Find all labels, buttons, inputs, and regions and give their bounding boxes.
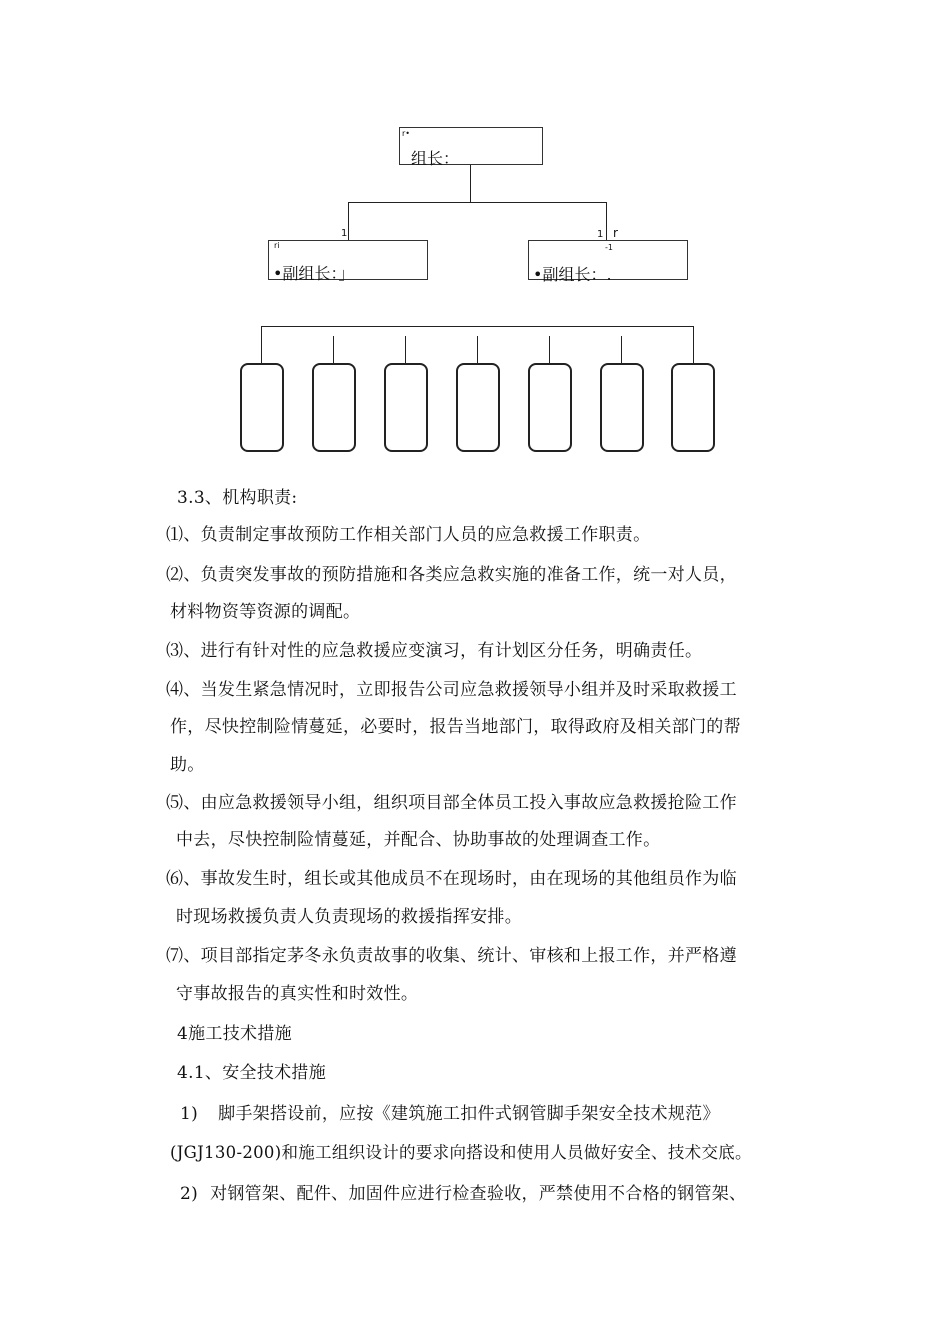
item-text: 对钢管架、配件、加固件应进行检查验收，严禁使用不合格的钢管架、	[210, 1184, 747, 1204]
item-text: 脚手架搭设前，应按《建筑施工扣件式钢管脚手架安全技术规范》	[218, 1104, 720, 1124]
deputy-left-label: •副组长：」	[273, 264, 355, 283]
item-num: ⑺	[166, 946, 184, 966]
deputy-right-num: 1	[597, 229, 604, 240]
section-4-1-heading: 4.1、安全技术措施	[177, 1063, 327, 1083]
leader-mark: r•	[402, 129, 411, 138]
item-num: ⑸	[166, 793, 184, 813]
connector	[621, 336, 622, 363]
tech-item-1-cont: (JGJ130-200)和施工组织设计的要求向搭设和使用人员做好安全、技术交底。	[170, 1143, 752, 1162]
connector	[606, 202, 607, 240]
connector	[549, 336, 550, 363]
deputy-left-box	[268, 240, 428, 283]
org-chart	[0, 0, 950, 470]
item-text: 、负责制定事故预防工作相关部门人员的应急救援工作职责。	[183, 525, 651, 545]
connector	[477, 336, 478, 363]
item-5	[166, 792, 737, 814]
deputy-left-mark: ri	[274, 241, 280, 250]
member-box	[671, 363, 715, 452]
item-7-cont: 守事故报告的真实性和时效性。	[176, 984, 419, 1004]
connector	[261, 326, 262, 363]
member-box	[384, 363, 428, 452]
item-4	[166, 679, 737, 701]
item-num: 2)	[180, 1184, 199, 1204]
connector	[261, 326, 694, 327]
connector	[333, 336, 334, 363]
tech-item-1	[180, 1103, 720, 1125]
item-1	[166, 524, 650, 546]
tech-item-2	[180, 1183, 746, 1205]
member-box	[528, 363, 572, 452]
deputy-left-num: 1	[341, 228, 348, 239]
item-text: 、进行有针对性的应急救援应变演习，有计划区分任务，明确责任。	[183, 641, 703, 661]
item-num: ⑶	[166, 641, 184, 661]
connector	[693, 326, 694, 363]
item-num: ⑹	[166, 869, 184, 889]
item-text: 、项目部指定茅冬永负责故事的收集、统计、审核和上报工作，并严格遵	[183, 946, 737, 966]
item-num: 1)	[180, 1104, 199, 1124]
item-text: 、由应急救援领导小组，组织项目部全体员工投入事故应急救援抢险工作	[183, 793, 737, 813]
member-box	[456, 363, 500, 452]
item-4-cont: 作，尽快控制险情蔓延，必要时，报告当地部门，取得政府及相关部门的帮	[170, 717, 741, 737]
item-7	[166, 945, 737, 967]
connector	[348, 202, 607, 203]
item-3	[166, 640, 702, 662]
member-box	[312, 363, 356, 452]
connector	[470, 165, 471, 202]
item-num: ⑴	[166, 525, 184, 545]
leader-label: 组长：	[411, 149, 460, 168]
deputy-right-mark: -1	[605, 243, 613, 252]
item-4-cont: 助。	[170, 755, 205, 775]
item-text: 、当发生紧急情况时，立即报告公司应急救援领导小组并及时采取救援工	[183, 680, 737, 700]
item-5-cont: 中去，尽快控制险情蔓延，并配合、协助事故的处理调查工作。	[176, 830, 661, 850]
member-box	[240, 363, 284, 452]
deputy-right-box	[528, 240, 688, 284]
item-6	[166, 868, 737, 890]
item-text: 、负责突发事故的预防措施和各类应急救实施的准备工作，统一对人员，	[183, 565, 737, 585]
deputy-right-label: •副组长：.	[533, 265, 612, 284]
item-num: ⑷	[166, 680, 184, 700]
item-2	[166, 564, 737, 586]
leader-box	[399, 127, 543, 168]
connector	[348, 202, 349, 240]
section-4-heading: 4施工技术措施	[177, 1024, 292, 1044]
connector	[405, 336, 406, 363]
section-3-3-heading: 3.3、机构职责:	[177, 488, 298, 508]
member-box	[600, 363, 644, 452]
item-text: 、事故发生时，组长或其他成员不在现场时，由在现场的其他组员作为临	[183, 869, 737, 889]
item-6-cont: 时现场救援负责人负责现场的救援指挥安排。	[176, 907, 522, 927]
deputy-right-num2: r	[613, 226, 618, 240]
item-2-cont: 材料物资等资源的调配。	[170, 602, 361, 622]
item-num: ⑵	[166, 565, 184, 585]
